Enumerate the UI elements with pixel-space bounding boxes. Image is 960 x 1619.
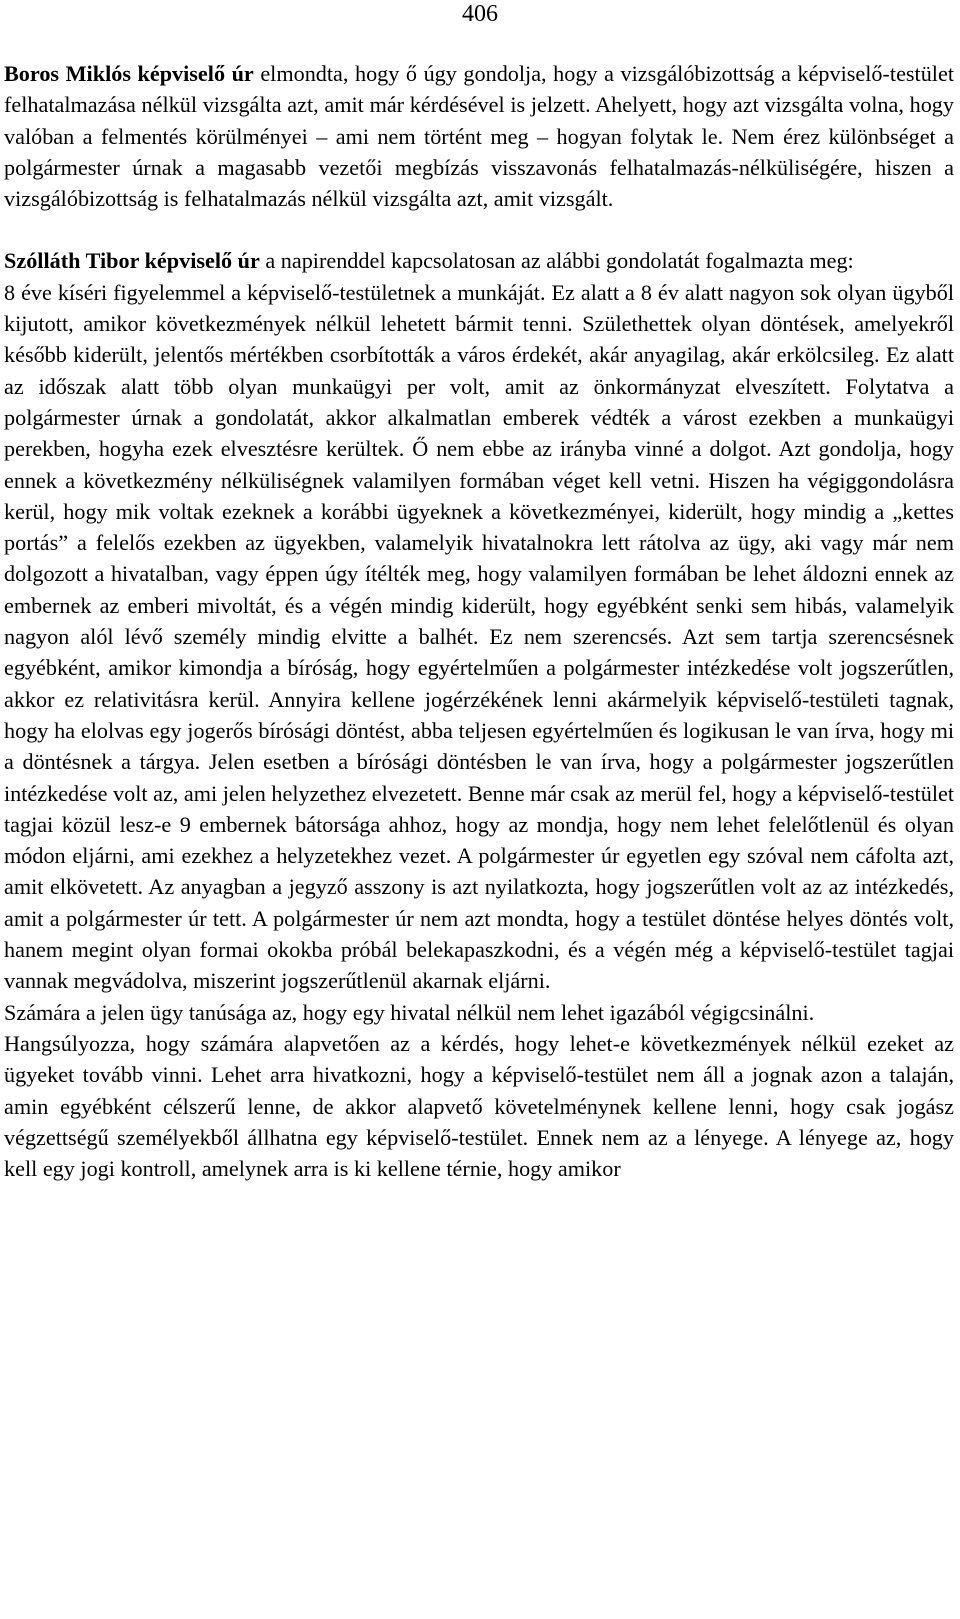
document-body bbox=[4, 58, 954, 1184]
paragraph-emphasis: Hangsúlyozza, hogy számára alapvetően az a kérdés, hogy lehet-e következmények nélkül ezeket az ügyeket tovább vinni. Lehet arra hivatkozni, hogy a képviselő-testület nem áll a jognak azon a talaján, amin egyébként célszerű lenne, de akkor alapvető követelménynek kellene lenni, hogy csak jogász végzettségű személyekből állhatna egy képviselő-testület. Ennek nem az a lényege. A lényege az, hogy kell egy jogi kontroll, amelynek arra is ki kellene térnie, hogy amikor bbox=[4, 1030, 954, 1182]
paragraph-text: elmondta, hogy ő úgy gondolja, hogy a vizsgálóbizottság a képviselő-testület felhatalmazása nélkül vizsgálta azt, amit már kérdésével is jelzett. Ahelyett, hogy azt vizsgálta volna, hogy valóban a felmentés körülményei – ami nem történt meg – hogyan folytak le. Nem érez különbséget a polgármester úrnak a magasabb vezetői megbízás visszavonás felhatalmazás-nélküliségére, hiszen a vizsgálóbizottság is felhatalmazás nélkül vizsgálta azt, amit vizsgált. bbox=[4, 61, 954, 212]
paragraph-szollath-speech: 8 éve kíséri figyelemmel a képviselő-testületnek a munkáját. Ez alatt a 8 év alatt nagyon sok olyan ügyből kijutott, amikor következmények nélkül lehetett bármit tenni. Születhettek olyan döntések, amelyekről később kiderült, jelentős mértékben csorbították a város érdekét, akár anyagilag, akár erkölcsileg. Ez alatt az időszak alatt több olyan munkaügyi per volt, amit az önkormányzat elveszített. Folytatva a polgármester úrnak a gondolatát, akkor alkalmatlan emberek védték a várost ezekben a munkaügyi perekben, hogyha ezek elvesztésre kerültek. Ő nem ebbe az irányba vinné a dolgot. Azt gondolja, hogy ennek a következmény nélküliségnek valamilyen formában véget kell vetni. Hiszen ha végiggondolásra kerül, hogy mik voltak ezeknek a korábbi ügyeknek a következményei, kiderült, hogy mindig a „kettes portás” a felelős ezekben az ügyekben, valamelyik hivatalnokra lett rátolva az ügy, aki vagy már nem dolgozott a hivatalban, vagy éppen úgy ítélték meg, hogy valamilyen formában be lehet áldozni ennek az embernek az emberi mivoltát, és a végén mindig kiderült, hogy egyébként senki sem hibás, valamelyik nagyon alól lévő személy mindig elvitte a balhét. Ez nem szerencsés. Azt sem tartja szerencsésnek egyébként, amikor kimondja a bíróság, hogy egyértelműen a polgármester intézkedése volt jogszerűtlen, akkor ez relativitásra kerül. Annyira kellene jogérzékének lenni akármelyik képviselő-testületi tagnak, hogy ha elolvas egy jogerős bírósági döntést, abba teljesen egyértelműen és logikusan le van írva, hogy mi a döntésnek a tárgya. Jelen esetben a bírósági döntésben le van írva, hogy a polgármester jogszerűtlen intézkedése volt az, ami jelen helyzethez elvezetett. Benne már csak az merül fel, hogy a képviselő-testület tagjai közül lesz-e 9 embernek bátorsága ahhoz, hogy az mondja, hogy nem lehet felelőtlenül és olyan módon eljárni, ami ezekhez a helyzetekhez vezet. A polgármester úr egyetlen egy szóval nem cáfolta azt, amit elkövetett. Az anyagban a jegyző asszony is azt nyilatkozta, hogy jogszerűtlen volt az az intézkedés, amit a polgármester úr tett. A polgármester úr nem azt mondta, hogy a testület döntése helyes döntés volt, hanem megint olyan formai okokba próbál belekapaszkodni, és a végén még a képviselő-testület tagjai vannak megvádolva, miszerint jogszerűtlenül akarnak eljárni. bbox=[4, 279, 954, 994]
paragraph-boros bbox=[4, 58, 954, 214]
paragraph-conclusion: Számára a jelen ügy tanúsága az, hogy egy hivatal nélkül nem lehet igazából végigcsinálni. bbox=[4, 999, 815, 1025]
page-number: 406 bbox=[462, 1, 498, 27]
paragraph-text: a napirenddel kapcsolatosan az alábbi gondolatát fogalmazta meg: bbox=[259, 248, 854, 274]
paragraph-szollath-intro bbox=[4, 245, 954, 276]
speaker-name: Szólláth Tibor képviselő úr bbox=[4, 248, 260, 274]
speaker-name: Boros Miklós képviselő úr bbox=[4, 61, 254, 86]
